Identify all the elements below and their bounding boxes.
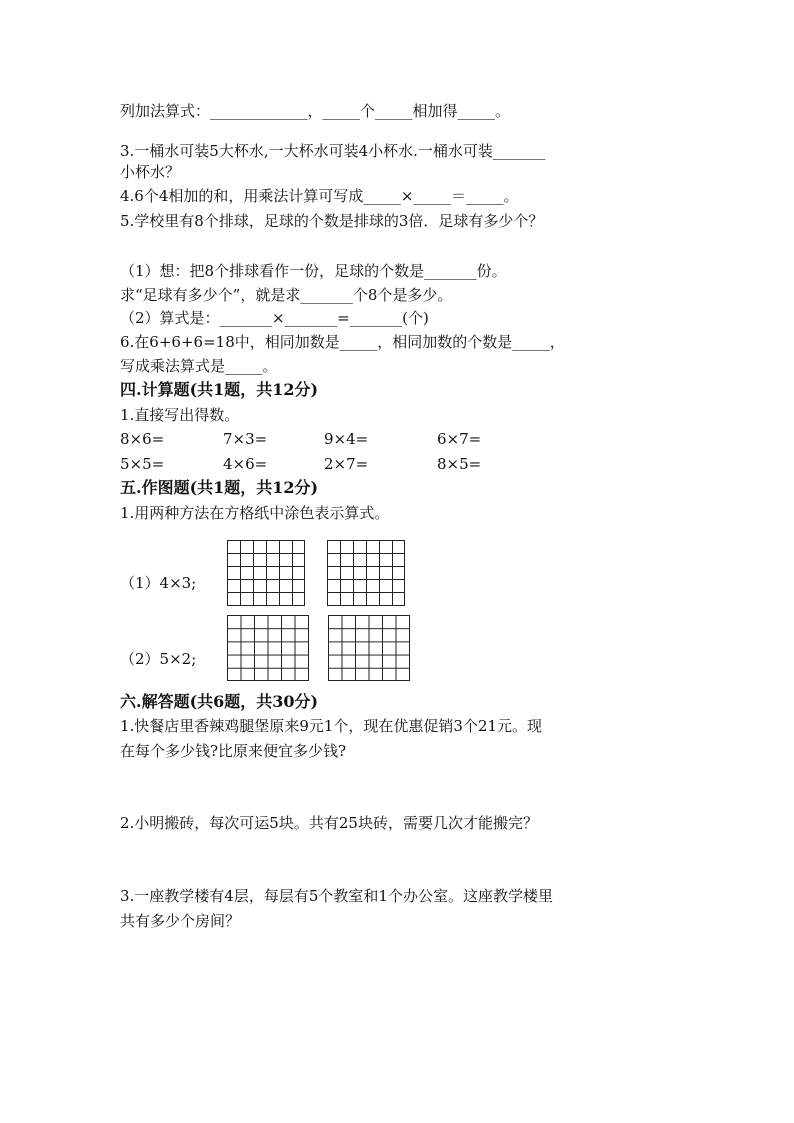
figure-1-label: （1）4×3;: [120, 574, 197, 592]
calc-item: 8×6=: [120, 430, 165, 448]
grid-paper: [328, 615, 410, 681]
calc-item: 5×5=: [120, 455, 165, 473]
drawing-instruction: 1.用两种方法在方格纸中涂色表示算式。: [120, 504, 390, 522]
figure-2-label: （2）5×2;: [120, 650, 197, 668]
calc-item: 8×5=: [437, 455, 482, 473]
section-5-heading: 五.作图题(共1题，共12分): [120, 478, 319, 497]
calc-item: 6×7=: [437, 430, 482, 448]
question-6-text-cont: 写成乘法算式是_____。: [120, 357, 278, 375]
question-6-text: 6.在6+6+6=18中，相同加数是_____，相同加数的个数是_____，: [120, 333, 565, 351]
calc-instruction: 1.直接写出得数。: [120, 406, 240, 424]
question-5-part-2: （2）算式是：_______×_______=_______(个): [120, 309, 429, 327]
fill-blank-line: 列加法算式：_____________，_____个_____相加得_____。: [120, 102, 511, 120]
grid-paper: [227, 615, 309, 681]
word-problem-3: 3.一座教学楼有4层，每层有5个教室和1个办公室。这座教学楼里: [120, 887, 553, 905]
section-6-heading: 六.解答题(共6题，共30分): [120, 692, 319, 711]
calc-item: 2×7=: [324, 455, 369, 473]
section-4-heading: 四.计算题(共1题，共12分): [120, 380, 319, 399]
grid-paper: [227, 540, 305, 606]
calc-item: 4×6=: [223, 455, 268, 473]
calc-item: 9×4=: [324, 430, 369, 448]
calc-item: 7×3=: [223, 430, 268, 448]
question-3-text: 3.一桶水可装5大杯水,一大杯水可装4小杯水.一桶水可装_______: [120, 142, 546, 160]
question-4-text: 4.6个4相加的和，用乘法计算可写成_____×_____＝_____。: [120, 187, 519, 205]
grid-paper: [327, 540, 405, 606]
word-problem-3-cont: 共有多少个房间？: [120, 912, 241, 930]
question-5-part-1: （1）想：把8个排球看作一份，足球的个数是_______份。: [120, 262, 507, 280]
question-5-text: 5.学校里有8个排球，足球的个数是排球的3倍．足球有多少个？: [120, 212, 544, 230]
word-problem-1-cont: 在每个多少钱?比原来便宜多少钱?: [120, 742, 347, 760]
question-5-part-1-cont: 求“足球有多少个”，就是求_______个8个是多少。: [120, 286, 453, 304]
question-3-text-cont: 小杯水？: [120, 163, 181, 181]
word-problem-2: 2.小明搬砖，每次可运5块。共有25块砖，需要几次才能搬完？: [120, 814, 538, 832]
word-problem-1: 1.快餐店里香辣鸡腿堡原来9元1个，现在优惠促销3个21元。现: [120, 717, 543, 735]
